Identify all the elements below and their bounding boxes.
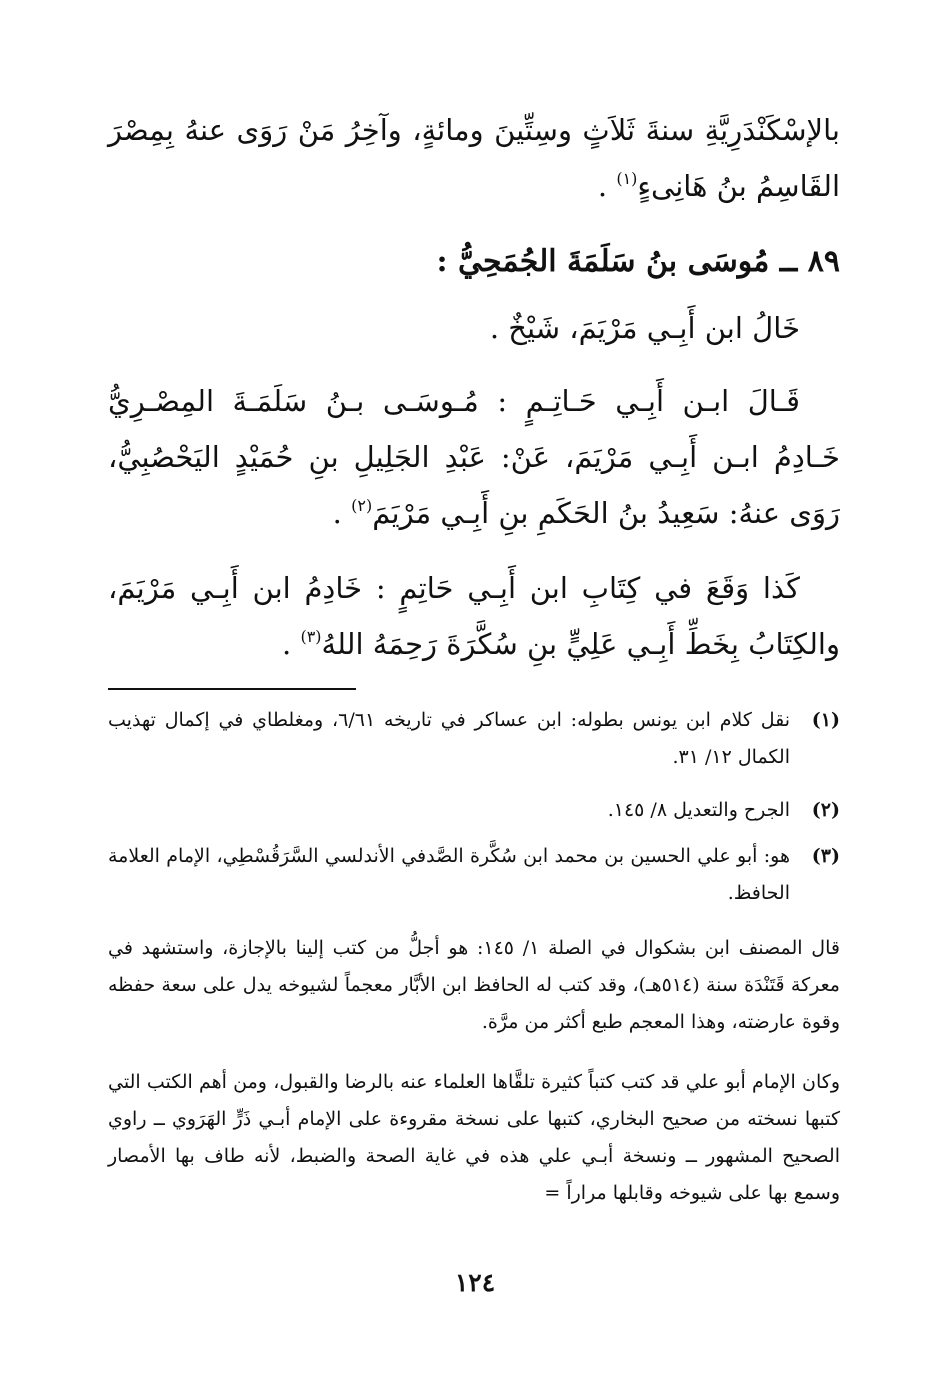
footnote-3-text: هو: أبو علي الحسين بن محمد ابن سُكَّرة الصَّدفي الأندلسي السَّرَقُسْطِي، الإمام العلامة الحافظ. — [108, 845, 790, 904]
footnote-3-number: (٣) — [811, 845, 840, 867]
footnote-ref-2[interactable]: (٢) — [351, 496, 373, 515]
entry-paragraph-1-end: . — [332, 496, 352, 530]
entry-paragraph-2 — [108, 560, 840, 672]
continuation-end: . — [597, 169, 617, 203]
footnote-3-continuation-1: قال المصنف ابن بشكوال في الصلة ١/ ١٤٥: هو أجلُّ من كتب إلينا بالإجازة، واستشهد في معركة قَتَنْدَة سنة (٥١٤هـ)، وقد كتب له الحافظ ابن الأبَّار معجماً لشيوخه يدل على سعة حفظه وقوة عارضته، وهذا المعجم طبع أكثر من مرَّة. — [108, 937, 840, 1033]
footnote-1 — [108, 702, 840, 776]
page-number: ١٢٤ — [454, 1268, 496, 1297]
entry-subtitle: خَالُ ابن أَبِـي مَرْيَمَ، شَيْخٌ . — [489, 311, 800, 345]
entry-paragraph-2-text: كَذا وَقَعَ في كِتَابِ ابن أَبِـي حَاتِمٍ : خَادِمُ ابن أَبِـي مَرْيَمَ، والكِتَابُ بِخَطِّ أَبِـي عَلِيٍّ بنِ سُكَّرَةَ رَحِمَهُ اللهُ — [108, 571, 840, 661]
footnote-ref-1[interactable]: (١) — [616, 169, 638, 188]
footnote-1-text: نقل كلام ابن يونس بطوله: ابن عساكر في تاريخه ٦/٦١، ومغلطاي في إكمال تهذيب الكمال ١٢/ ٣١. — [108, 709, 790, 768]
entry-heading: ٨٩ ــ مُوسَى بنُ سَلَمَةَ الجُمَحِيُّ : — [436, 244, 840, 279]
footnote-3-continuation-2: وكان الإمام أبو علي قد كتب كتباً كثيرة تلقَّاها العلماء عنه بالرضا والقبول، ومن أهم الكتب التي كتبها نسخته من صحيح البخاري، كتبها على نسخة مقروءة على الإمام أبـي ذَرٍّ الهَرَوي ــ راوي الصحيح المشهور ــ ونسخة أبـي علي هذه في غاية الصحة والضبط، لأنه طاف بها الأمصار وسمع بها على شيوخه وقابلها مراراً = — [108, 1071, 840, 1204]
footnote-2-text: الجرح والتعديل ٨/ ١٤٥. — [607, 799, 790, 821]
footnote-2 — [108, 792, 840, 829]
footnote-ref-3[interactable]: (٣) — [300, 627, 322, 646]
continuation-text: بالإسْكَنْدَرِيَّةِ سنةَ ثَلاَثٍ وسِتِّينَ ومائةٍ، وآخِرُ مَنْ رَوَى عنهُ بِمِصْرَ القَاسِمُ بنُ هَانِىءٍ — [108, 113, 840, 203]
continuation-paragraph — [108, 102, 840, 214]
entry-paragraph-2-end: . — [282, 627, 301, 661]
footnote-2-number: (٢) — [811, 799, 840, 821]
book-page — [108, 0, 840, 1391]
entry-paragraph-1 — [108, 373, 840, 541]
footnote-1-number: (١) — [811, 709, 840, 731]
footnote-separator — [108, 688, 356, 690]
footnote-3 — [108, 838, 840, 912]
entry-paragraph-1-text: قَـالَ ابـن أَبِـي حَـاتِـمٍ : مُـوسَـى بـنُ سَلَمَـةَ المِصْـرِيُّ خَـادِمُ ابـن أَبِـي مَرْيَمَ، عَنْ: عَبْدِ الجَلِيلِ بنِ حُمَيْدٍ اليَحْصُبِيُّ، رَوَى عنهُ: سَعِيدُ بنُ الحَكَمِ بنِ أَبِـي مَرْيَمَ — [108, 384, 840, 530]
